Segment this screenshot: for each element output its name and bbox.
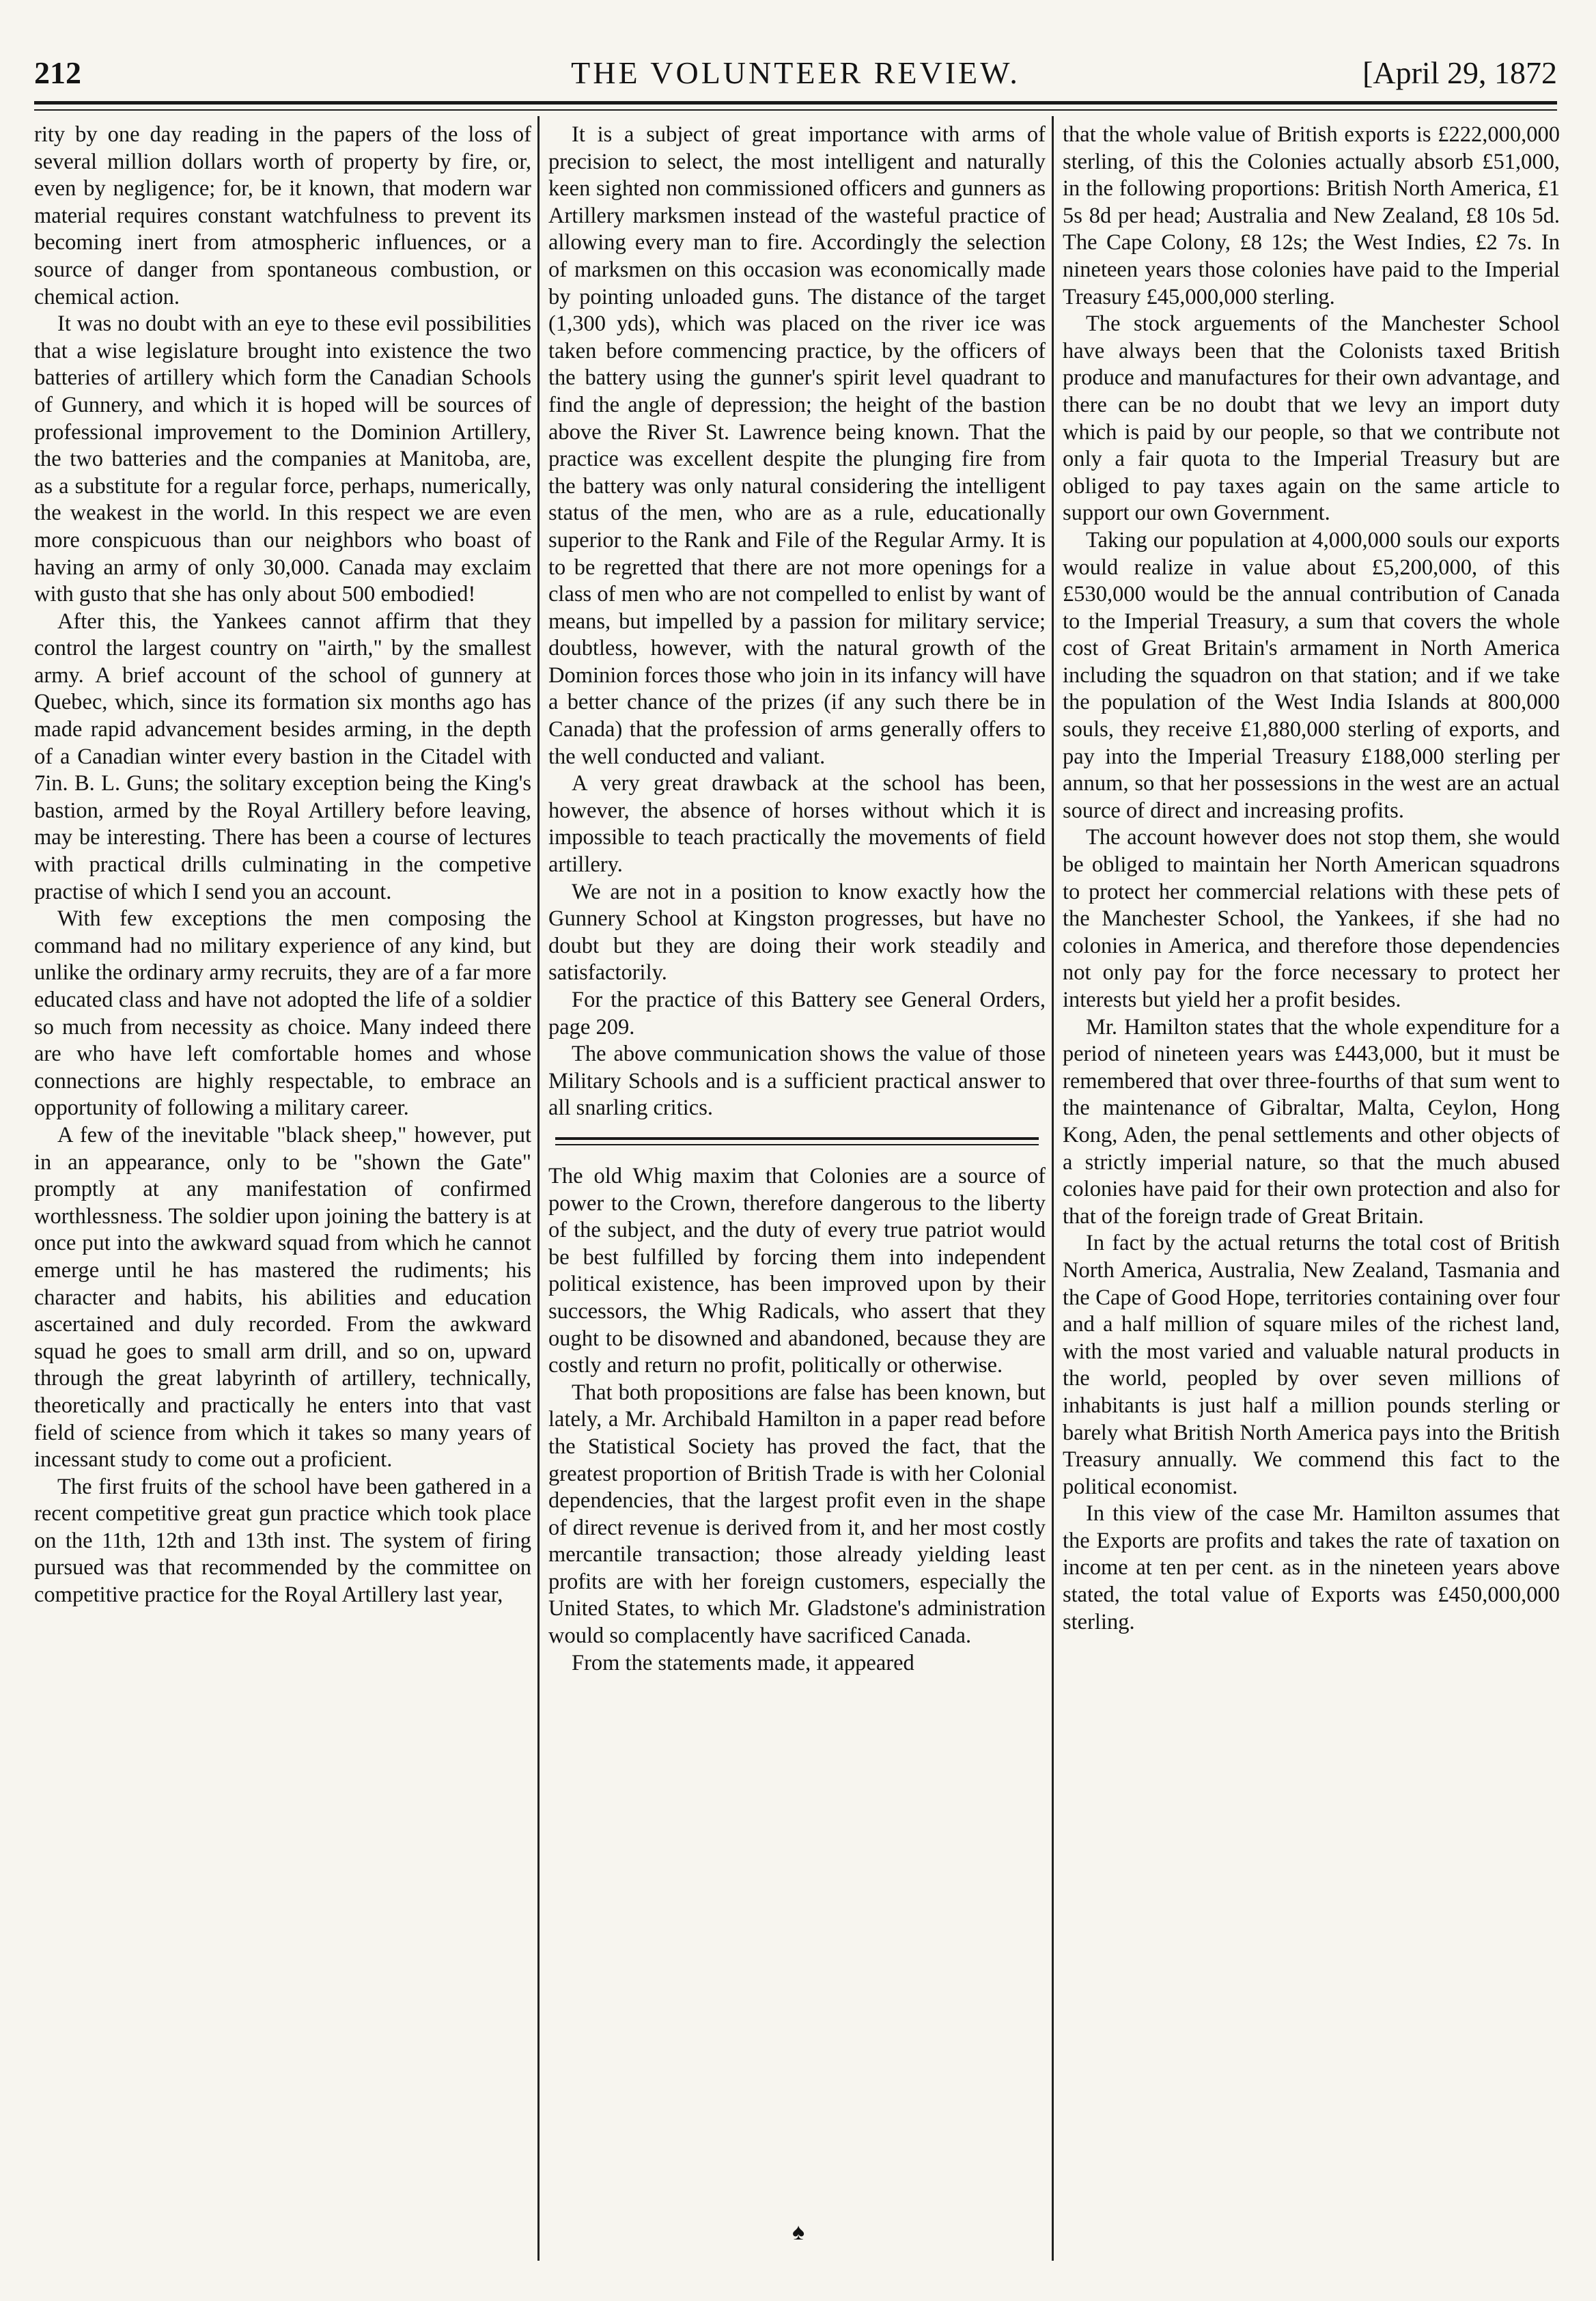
page-number: 212 bbox=[34, 55, 81, 90]
article-separator bbox=[548, 1137, 1046, 1145]
paragraph: A very great drawback at the school has been, however, the absence of horses without which it is impossible to teach practically the movements of field artillery. bbox=[548, 771, 1046, 878]
page-header bbox=[34, 49, 1557, 97]
paragraph: Taking our population at 4,000,000 souls our exports would realize in value about £5,200,000, of this £530,000 would be the annual contribution of Canada to the Imperial Treasury, a sum that covers the whole cost of Great Britain's armament in North America including the squadron on that station; and if we take the population of the West India Islands at 800,000 souls, they receive £1,880,000 sterling of exports, and pay into the Imperial Treasury £188,000 sterling per annum, so that her possessions in the west are an actual source of direct and increasing profits. bbox=[1063, 527, 1560, 823]
paragraph: The account however does not stop them, she would be obliged to maintain her North American squadrons to protect her commercial relations with these pets of the Manchester School, the Yankees, if she had no colonies in America, and therefore those dependencies not only pay for the force necessary to protect her interests but yield her a profit besides. bbox=[1063, 825, 1560, 1012]
paragraph: The old Whig maxim that Colonies are a source of power to the Crown, therefore dangerous to the liberty of the subject, and the duty of every true patriot would be best fulfilled by forcing them into independent political existence, has been improved upon by their successors, the Whig Radicals, who assert that they ought to be disowned and abandoned, because they are costly and return no profit, politically or otherwise. bbox=[548, 1163, 1046, 1378]
paragraph: The above communication shows the value of those Military Schools and is a sufficient practical answer to all snarling critics. bbox=[548, 1042, 1046, 1121]
paragraph: With few exceptions the men composing the command had no military experience of any kind, but unlike the ordinary army recruits, they are of a far more educated class and have not adopted the life of a soldier so much from necessity as choice. Many indeed there are who have left comfortable homes and whose connections are highly respectable, to embrace an opportunity of following a military career. bbox=[34, 906, 531, 1121]
header-rule-thick bbox=[34, 101, 1557, 104]
paragraph: After this, the Yankees cannot affirm that they control the largest country on "airth," by the smallest army. A brief account of the school of gunnery at Quebec, which, since its formation six months ago has made rapid advancement besides arming, in the depth of a Canadian winter every bastion in the Citadel with 7in. B. L. Guns; the solitary exception being the King's bastion, armed by the Royal Artillery before leaving, may be interesting. There has been a course of lectures with practical drills culminating in the competive practise of which I send you an account. bbox=[34, 609, 531, 904]
paragraph: That both propositions are false has been known, but lately, a Mr. Archibald Hamilton in a paper read before the Statistical Society has proved the fact, that the greatest proportion of British Trade is with her Colonial dependencies, that the largest profit even in the shape of direct revenue is derived from it, and her most costly mercantile transaction; those already yielding least profits are with her foreign customers, especially the United States, to which Mr. Gladstone's administration would so complacently have sacrificed Canada. bbox=[548, 1380, 1046, 1649]
ornament-mark: ♠ bbox=[792, 2220, 805, 2245]
paragraph: We are not in a position to know exactly how the Gunnery School at Kingston progresses, but have no doubt but they are doing their work steadily and satisfactorily. bbox=[548, 879, 1046, 986]
column-divider bbox=[1052, 116, 1054, 2261]
paragraph: It is a subject of great importance with arms of precision to select, the most intelligent and naturally keen sighted non commissioned officers and gunners as Artillery marksmen instead of the wasteful practice of allowing every man to fire. Accordingly the selection of marksmen on this occasion was economically made by pointing unloaded guns. The distance of the target (1,300 yds), which was placed on the river ice was taken before commencing practice, by the officers of the battery using the gunner's spirit level quadrant to find the angle of depression; the height of the bastion above the River St. Lawrence being known. That the practice was excellent despite the plunging fire from the battery was only natural considering the intelligent status of the men, who are as a rule, educationally superior to the Rank and File of the Regular Army. It is to be regretted that there are not more openings for a class of men who are not compelled to enlist by want of means, but impelled by a passion for military service; doubtless, however, with the natural growth of the Dominion forces those who join in its infancy will have a better chance of the prizes (if any such there be in Canada) that the profession of arms generally offers to the well conducted and valiant. bbox=[548, 122, 1046, 769]
publication-title: THE VOLUNTEER REVIEW. bbox=[571, 55, 1020, 90]
paragraph: From the statements made, it appeared bbox=[572, 1650, 914, 1675]
issue-date: [April 29, 1872 bbox=[1362, 55, 1557, 90]
paragraph: that the whole value of British exports is £222,000,000 sterling, of this the Colonies actually absorb £51,000, in the following proportions: British North America, £1 5s 8d per head; Australia and New Zealand, £8 10s 5d. The Cape Colony, £8 12s; the West Indies, £2 7s. In nineteen years those colonies have paid to the Imperial Treasury £45,000,000 sterling. bbox=[1063, 122, 1560, 309]
column-1 bbox=[34, 122, 531, 2259]
paragraph: In fact by the actual returns the total cost of British North America, Australia, New Zealand, Tasmania and the Cape of Good Hope, territories containing over four and a half million of square miles of the richest land, with the most varied and valuable natural products in the world, peopled by over seven millions of inhabitants is just half a million pounds sterling or barely what British North America pays into the British Treasury annually. We commend this fact to the political economist. bbox=[1063, 1231, 1560, 1499]
paragraph: In this view of the case Mr. Hamilton assumes that the Exports are profits and takes the rate of taxation on income at ten per cent. as in the nineteen years above stated, the total value of Exports was £450,000,000 sterling. bbox=[1063, 1501, 1560, 1634]
paragraph: rity by one day reading in the papers of the loss of several million dollars worth of property by fire, or, even by negligence; for, be it known, that modern war material requires constant watchfulness to prevent its becoming inert from atmospheric influences, or a source of danger from spontaneous combustion, or chemical action. bbox=[34, 122, 531, 309]
column-2 bbox=[548, 122, 1046, 2259]
column-divider bbox=[537, 116, 540, 2261]
paragraph: A few of the inevitable "black sheep," however, put in an appearance, only to be "shown the Gate" promptly at any manifestation of confirmed worthlessness. The soldier upon joining the battery is at once put into the awkward squad from which he cannot emerge until he has mastered the rudiments; his character and habits, his abilities and education ascertained and duly recorded. From the awkward squad he goes to small arm drill, and so on, upward through the great labyrinth of artillery, technically, theoretically and practically he enters into that vast field of science from which it takes so many years of incessant study to come out a proficient. bbox=[34, 1122, 531, 1473]
header-rule-thin bbox=[34, 109, 1557, 111]
paragraph: Mr. Hamilton states that the whole expenditure for a period of nineteen years was £443,000, but it must be remembered that over three-fourths of that sum went to the maintenance of Gibraltar, Malta, Ceylon, Hong Kong, Aden, the penal settlements and other objects of a strictly imperial nature, so that the much abused colonies have paid for their own protection and also for that of the foreign trade of Great Britain. bbox=[1063, 1014, 1560, 1229]
paragraph: For the practice of this Battery see General Orders, page 209. bbox=[548, 988, 1046, 1040]
paragraph: It was no doubt with an eye to these evil possibilities that a wise legislature brought into existence the two batteries of artillery which form the Canadian Schools of Gunnery, and which it is hoped will be sources of professional improvement to the Dominion Artillery, the two batteries and the companies at Manitoba, are, as a substitute for a regular force, perhaps, numerically, the weakest in the world. In this respect we are even more conspicuous than our neighbors who boast of having an army of only 30,000. Canada may exclaim with gusto that she has only about 500 embodied! bbox=[34, 311, 531, 607]
paragraph: The stock arguements of the Manchester School have always been that the Colonists taxed British produce and manufactures for their own advantage, and there can be no doubt that we levy an import duty which is paid by our people, so that we contribute not only a fair quota to the Imperial Treasury but are obliged to pay taxes again on the same article to support our own Government. bbox=[1063, 311, 1560, 526]
column-3 bbox=[1063, 122, 1560, 2259]
paragraph: The first fruits of the school have been gathered in a recent competitive great gun practice which took place on the 11th, 12th and 13th inst. The system of firing pursued was that recommended by the committee on competitive practice for the Royal Artillery last year, bbox=[34, 1474, 531, 1608]
